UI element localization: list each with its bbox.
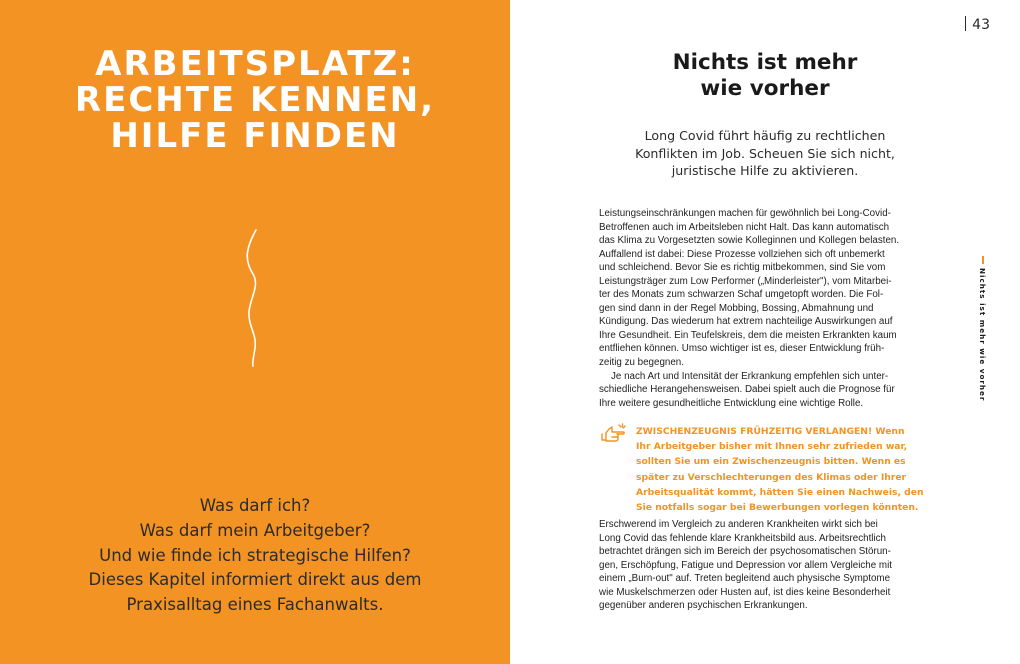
lead-line: juristische Hilfe zu aktivieren. [671,163,859,178]
page-number [965,16,990,33]
body-line: Long Covid das fehlende klare Krankheitsbild aus. Arbeitsrechtlich [599,532,886,544]
body-line: entfliehen können. Umso wichtiger ist es, dieser Entwicklung früh- [599,343,885,355]
body-line: gen sind dann in der Regel Mobbing, Bossing, Abmahnung und [599,302,874,314]
intro-line: Was darf mein Arbeitgeber? [139,520,371,540]
body-line: wie Muskelschmerzen oder Husten auf, ist dies keine Besonderheit [599,586,891,598]
body-line: Ihre weitere gesundheitliche Entwicklung eine wichtige Rolle. [599,397,864,409]
tip-line: Sie notfalls sogar bei Bewerbungen vorlegen könnten. [636,502,919,514]
section-title-line: wie vorher [700,76,830,101]
body-line: Leistungseinschränkungen machen für gewöhnlich bei Long-Covid- [599,208,891,219]
side-tab-marker [982,256,984,264]
chapter-title-line: HILFE FINDEN [110,116,400,156]
tip-line: später zu Verschlechterungen des Klimas oder Ihrer [636,471,907,483]
body-text-second [599,518,939,613]
tip-line: Arbeitsqualität kommt, hätten Sie einen Nachweis, den [636,486,924,498]
body-line: ter des Monats zum schwarzen Schaf umgetopft worden. Die Fol- [599,289,884,301]
chapter-intro [30,494,480,618]
tip-box [636,424,941,515]
side-tab [978,268,992,402]
body-line: Auffallend ist dabei: Diese Prozesse vollziehen sich oft unbemerkt [599,248,885,260]
chapter-title-line: RECHTE KENNEN, [74,80,436,120]
pointing-hand-icon [600,423,626,443]
chapter-title [20,46,490,154]
body-line: gegenüber anderen psychischen Erkrankungen. [599,600,808,612]
body-line: das Klima zu Vorgesetzten sowie Kolleginnen und Kollegen belasten. [599,235,900,247]
body-line: zeitig zu begegnen. [599,357,684,369]
body-line: Kündigung. Das wiederum hat extrem nachteilige Auswirkungen auf [599,316,893,328]
lead-line: Konflikten im Job. Scheuen Sie sich nicht, [635,145,895,161]
body-line: einem „Burn-out" auf. Treten begleitend auch physische Symptome [599,573,891,585]
tip-line: sollten Sie um ein Zwischenzeugnis bitten. Wenn es [636,456,906,468]
intro-line: Was darf ich? [199,496,311,515]
body-line: Je nach Art und Intensität der Erkrankung empfehlen sich unter- [611,370,889,382]
page-number-divider [965,16,966,31]
body-line: Ihre Gesundheit. Ein Teufelskreis, dem die meisten Erkrankten kaum [599,329,897,341]
right-page [510,0,1020,664]
body-line: schiedliche Herangehensweisen. Dabei spielt auch die Prognose für [599,384,895,396]
wave-line-icon [240,228,270,368]
body-line: betrachtet drängen sich im Bereich der psychosomatischen Störun- [599,546,891,558]
intro-line: Dieses Kapitel informiert direkt aus dem [88,570,422,590]
body-line: Erschwerend im Vergleich zu anderen Krankheiten wirkt sich bei [599,519,878,530]
chapter-title-line: ARBEITSPLATZ: [95,44,415,84]
side-tab-label: Nichts ist mehr wie vorher [978,268,987,402]
body-line: gen, Erschöpfung, Fatigue und Depression vor allem Vergleiche mit [599,559,892,571]
body-text-first [599,207,939,410]
lead-line: Long Covid führt häufig zu rechtlichen [644,128,886,143]
page-number-value: 43 [972,17,990,33]
body-line: Betroffenen auch im Arbeitsleben nicht Halt. Das kann automatisch [599,221,890,233]
tip-line: Ihr Arbeitgeber bisher mit Ihnen sehr zufrieden war, [636,441,908,453]
section-title [590,50,940,102]
tip-line: ZWISCHENZEUGNIS FRÜHZEITIG VERLANGEN! Wenn [636,426,905,437]
section-lead [590,127,940,180]
body-line: und schleichend. Bevor Sie es richtig mitbekommen, sind Sie vom [599,262,886,274]
body-line: Leistungsträger zum Low Performer („Minderleister"), vom Mitarbei- [599,275,892,287]
section-title-line: Nichts ist mehr [672,50,858,75]
intro-line: Praxisalltag eines Fachanwalts. [126,595,384,615]
intro-line: Und wie finde ich strategische Hilfen? [99,545,411,565]
